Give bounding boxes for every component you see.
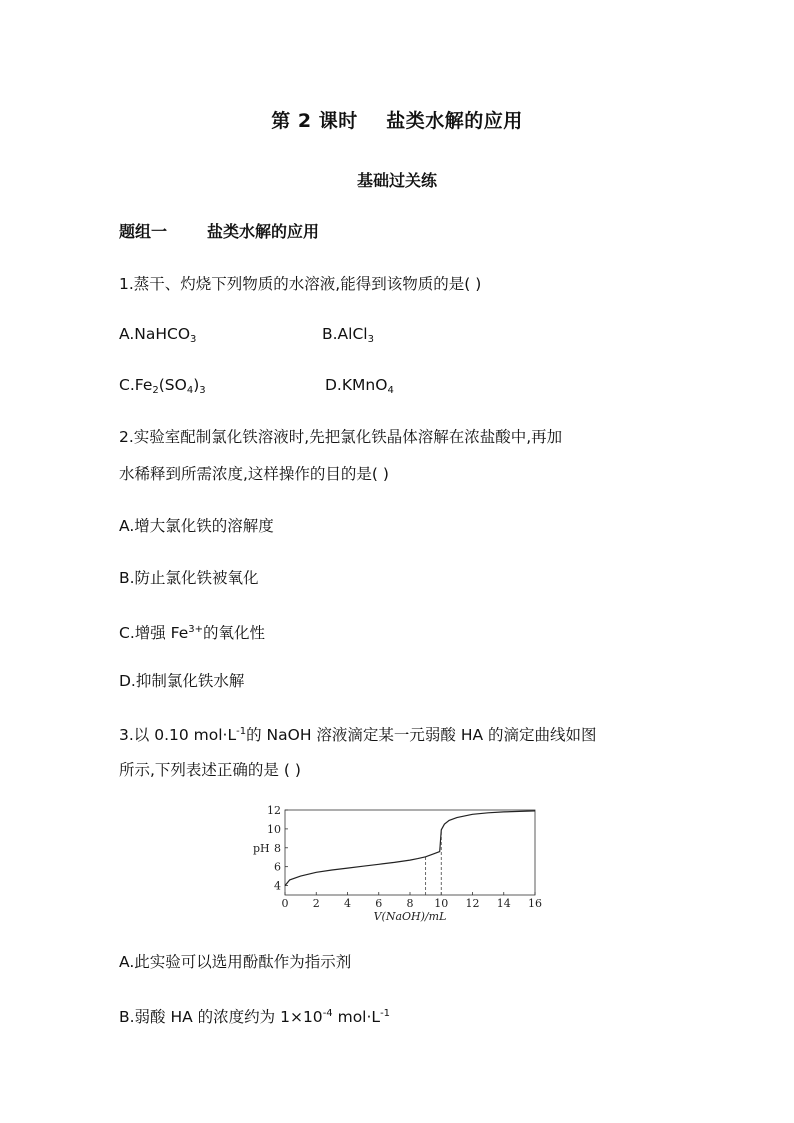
q2-option-c: C.增强 $Fe^{3+}$的氧化性 <box>119 624 266 642</box>
q1-option-d: D.KMnO$_4$ <box>325 376 394 396</box>
titration-chart <box>245 800 555 928</box>
x-tick-label: 0 <box>281 897 289 910</box>
section-subtitle: 基础过关练 <box>356 171 437 190</box>
y-tick-label: 4 <box>274 879 281 893</box>
x-tick-label: 10 <box>434 897 449 910</box>
y-tick-label: 6 <box>274 860 281 874</box>
q2-stem-line1: 2.实验室配制氯化铁溶液时,先把氯化铁晶体溶解在浓盐酸中,再加 <box>119 428 563 446</box>
y-axis-label: pH <box>253 841 270 855</box>
page-title: 第 2 课时 盐类水解的应用 <box>271 110 523 132</box>
x-tick-label: 4 <box>344 897 351 910</box>
group-name: 盐类水解的应用 <box>207 222 320 241</box>
y-tick-label: 12 <box>267 804 281 817</box>
q3-option-a: A.此实验可以选用酚酞作为指示剂 <box>119 953 352 971</box>
q3-stem-line1: 3.以 0.10 $mol\cdot L^{-1}$的 NaOH 溶液滴定某一元弱酸 HA 的滴定曲线如图 <box>119 726 597 744</box>
q2-option-d: D.抑制氯化铁水解 <box>119 672 245 690</box>
q3-option-b: B.弱酸 HA 的浓度约为 $1\times 10^{-4}$ $mol\cdot L^{-1}$ <box>119 1008 391 1026</box>
plot-frame <box>285 810 535 895</box>
x-tick-label: 8 <box>406 897 414 910</box>
q2-option-a: A.增大氯化铁的溶解度 <box>119 517 274 535</box>
group-label: 题组一 <box>119 222 168 241</box>
q1-option-c: $C.Fe_2(SO_4)_3$ <box>119 376 206 396</box>
q2-option-b: B.防止氯化铁被氧化 <box>119 569 259 587</box>
q1-stem: 1.蒸干、灼烧下列物质的水溶液,能得到该物质的是( ) <box>119 275 482 293</box>
q1-option-b: B.AlCl$_3$ <box>322 325 374 345</box>
titration-curve <box>285 811 535 886</box>
chart-guides <box>426 830 442 895</box>
x-tick-label: 14 <box>496 897 511 910</box>
y-tick-label: 10 <box>267 822 281 836</box>
x-tick-label: 2 <box>312 897 320 910</box>
x-tick-label: 12 <box>465 897 480 910</box>
group-heading <box>119 219 319 242</box>
q1-option-a: A.NaHCO$_3$ <box>119 325 197 345</box>
q3-stem-line2: 所示,下列表述正确的是 ( ) <box>119 761 301 779</box>
x-tick-label: 16 <box>528 897 542 910</box>
x-tick-label: 6 <box>375 897 383 910</box>
q2-stem-line2: 水稀释到所需浓度,这样操作的目的是( ) <box>119 465 389 483</box>
chart-axes <box>285 810 535 895</box>
x-axis-label: V(NaOH)/mL <box>373 910 447 923</box>
y-tick-label: 8 <box>274 841 281 855</box>
